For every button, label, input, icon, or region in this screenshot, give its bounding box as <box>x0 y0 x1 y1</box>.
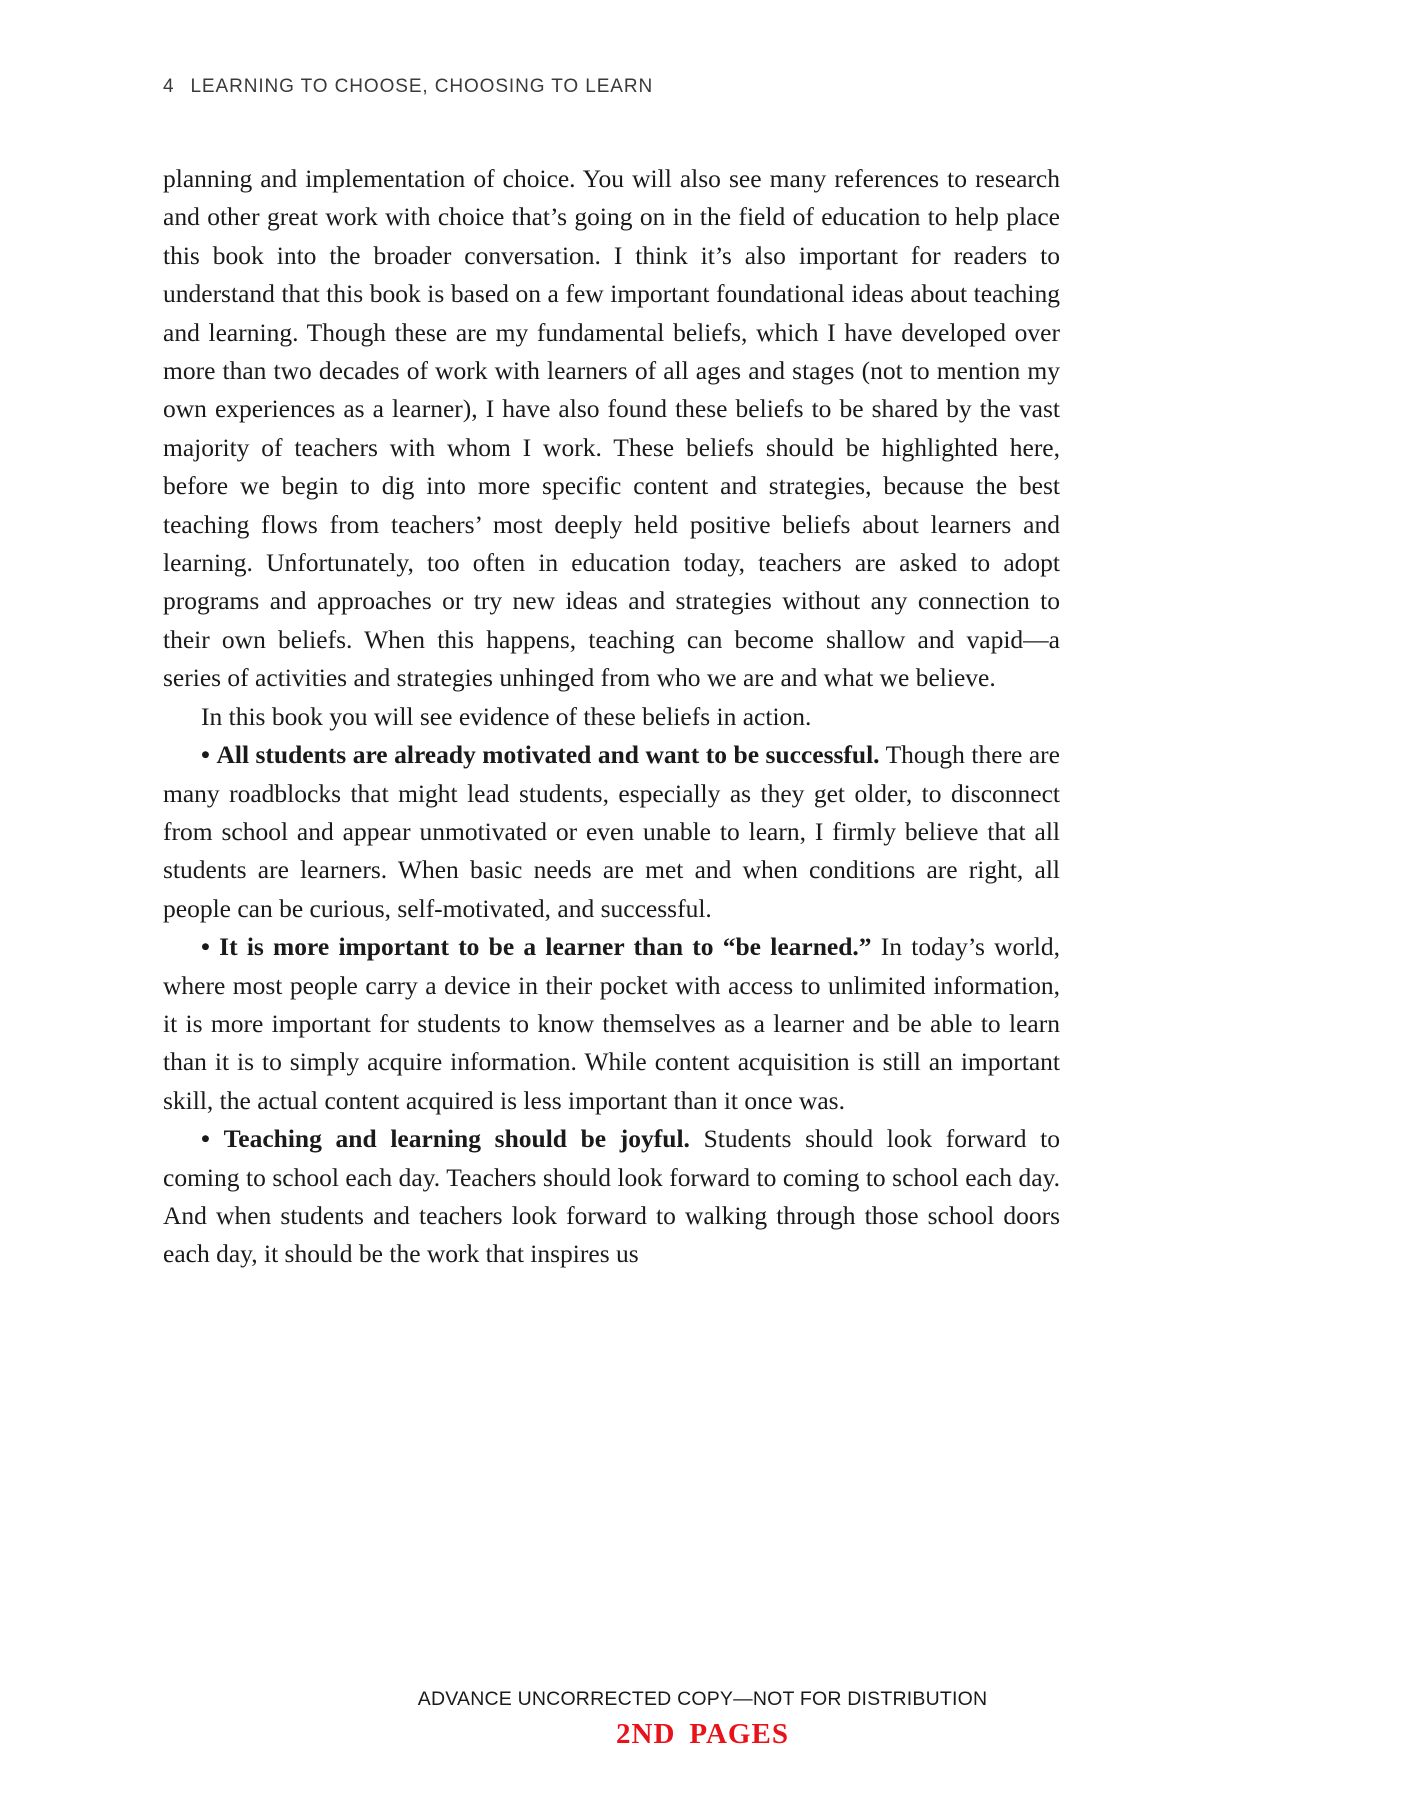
proof-stage-stamp <box>0 1718 1405 1751</box>
running-head <box>163 76 653 98</box>
bullet-glyph-icon: • <box>201 932 210 962</box>
paragraph-intro-beliefs: In this book you will see evidence of these beliefs in action. <box>201 701 812 731</box>
belief-bullet-lead: All students are already motivated and want to be successful. <box>216 740 880 770</box>
belief-bullet-text: Though there are many roadblocks that might lead students, especially as they get older, to disconnect from school and appear unmotivated or even unable to learn, I firmly believe that all students are learners. When basic needs are met and when conditions are right, all people can be curious, self-motivated, and successful. <box>163 740 1060 923</box>
proof-stamp-label: PAGES <box>689 1718 789 1750</box>
belief-bullet-text: In today’s world, where most people carry a device in their pocket with access to unlimited information, it is more important for students to know themselves as a learner and be able to learn than it is to simply acquire information. While content acquisition is still an important skill, the actual content acquired is less important than it once was. <box>163 932 1061 1115</box>
belief-bullet-item <box>163 1120 1060 1274</box>
belief-bullet-item <box>163 736 1060 928</box>
proof-stamp-ordinal: 2ND <box>616 1718 676 1750</box>
bullet-glyph-icon: • <box>201 1124 210 1154</box>
page-footer <box>0 1688 1405 1751</box>
footer-notice-text: ADVANCE UNCORRECTED COPY—NOT FOR DISTRIBUTION <box>417 1688 988 1710</box>
running-head-title: LEARNING TO CHOOSE, CHOOSING TO LEARN <box>190 76 654 97</box>
belief-bullet-text: Students should look forward to coming to school each day. Teachers should look forward to coming to school each day. And when students and teachers look forward to walking through those school doors each day, it should be the work that inspires us <box>163 1124 1060 1269</box>
belief-bullet-item <box>163 928 1060 1120</box>
bullet-glyph-icon: • <box>201 740 210 770</box>
paragraph-continuation: planning and implementation of choice. You will also see many references to research and other great work with choice that’s going on in the field of education to help place this book into the broader conversation. I think it’s also important for readers to understand that this book is based on a few important foundational ideas about teaching and learning. Though these are my fundamental beliefs, which I have developed over more than two decades of work with learners of all ages and stages (not to mention my own experiences as a learner), I have also found these beliefs to be shared by the vast majority of teachers with whom I work. These beliefs should be highlighted here, before we begin to dig into more specific content and strategies, because the best teaching flows from teachers’ most deeply held positive beliefs about learners and learning. Unfortunately, too often in education today, teachers are asked to adopt programs and approaches or try new ideas and strategies without any connection to their own beliefs. When this happens, teaching can become shallow and vapid—a series of activities and strategies unhinged from who we are and what we believe. <box>163 164 1060 693</box>
belief-bullet-lead: It is more important to be a learner than to “be learned.” <box>219 932 872 962</box>
belief-bullet-lead: Teaching and learning should be joyful. <box>223 1124 690 1154</box>
body-text-block <box>163 160 1060 1274</box>
page-folio-number: 4 <box>163 76 175 97</box>
